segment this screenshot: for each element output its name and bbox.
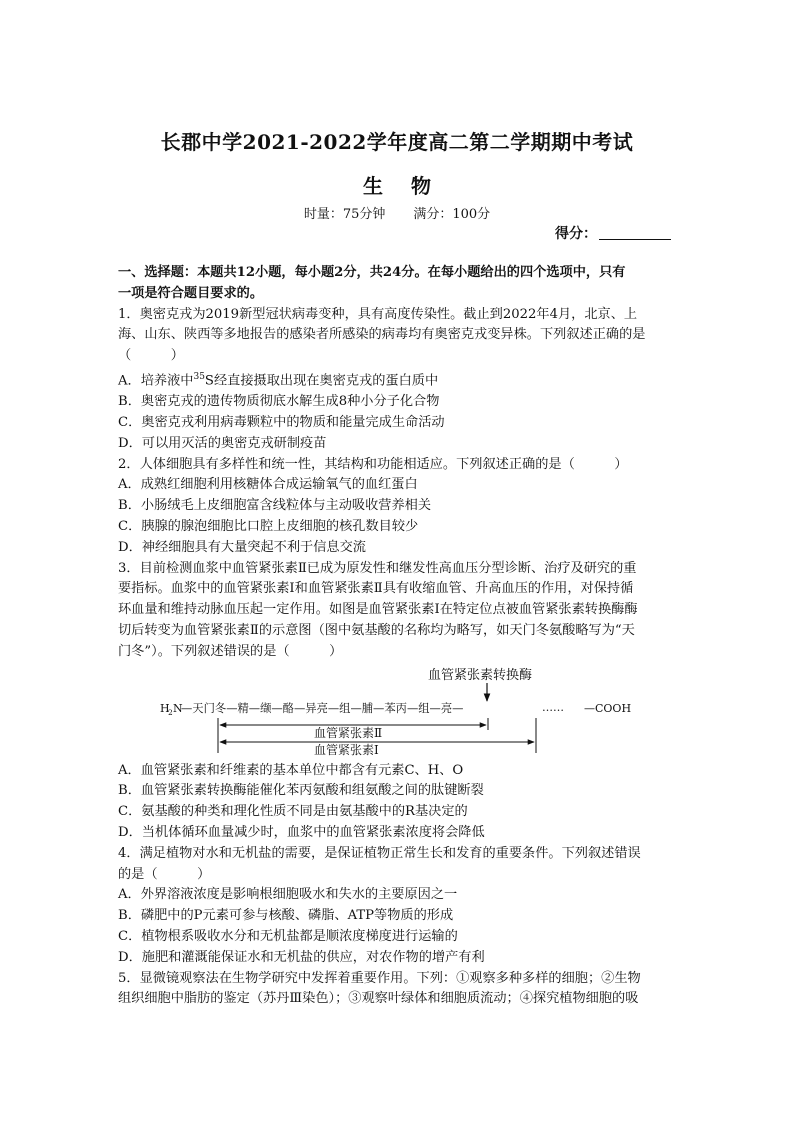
q1-option-a-post: S经直接摄取出现在奥密克戎的蛋白质中 [204,373,439,389]
score-label: 得分： [555,226,597,242]
q2-option-a: A．成熟红细胞利用核糖体合成运输氧气的血红蛋白 [118,477,418,493]
q3-option-a: A．血管紧张素和纤维素的基本单位中都含有元素C、H、O [118,762,464,778]
section-heading-line: 一、选择题：本题共12小题，每小题2分，共24分。在每小题给出的四个选项中，只有 [118,265,626,280]
q1-option-c: C．奥密克戎利用病毒颗粒中的物质和能量完成生命活动 [118,414,445,430]
question-body [118,263,678,1010]
q4-option-c: C．植物根系吸收水分和无机盐都是顺浓度梯度进行运输的 [118,928,458,944]
q1-option-a [118,367,678,392]
q1-option-a-pre: A．培养液中 [118,373,194,389]
q4-option-a: A．外界溶液浓度是影响根细胞吸水和失水的主要原因之一 [118,887,458,903]
q4-option-d: D．施肥和灌溉能保证水和无机盐的供应，对农作物的增产有利 [118,949,485,965]
peptide-chain: —天门冬—精—缬—酪—异亮—组—脯—苯丙—组—亮— [181,701,464,715]
q1-stem-line: 1．奥密克戎为2019新型冠状病毒变种，具有高度传染性。截止到2022年4月，北京、上 [118,306,638,322]
q1-stem-line: （ ） [118,348,184,364]
section-heading-line: 一项是符合题目要求的。 [118,285,264,301]
q1-option-b: B．奥密克戎的遗传物质彻底水解生成8种小分子化合物 [118,394,440,410]
q3-option-c: C．氨基酸的种类和理化性质不同是由氨基酸中的R基决定的 [118,804,468,820]
full-score: 满分：100分 [413,207,491,222]
q1-option-d: D．可以用灭活的奥密克戎研制疫苗 [118,435,327,451]
exam-meta [0,203,794,222]
q3-option-d: D．当机体循环血量减少时，血浆中的血管紧张素浓度将会降低 [118,824,485,840]
enzyme-label: 血管紧张素转换酶 [428,667,533,683]
exam-title: 长郡中学2021-2022学年度高二第二学期期中考试 [160,130,634,154]
subject-title: 生物 [363,174,459,198]
isotope-mass-number: 35 [193,371,205,382]
chain-ellipsis: …… [542,700,564,714]
score-blank [599,225,671,240]
q5-stem-line: 组织细胞中脂肪的鉴定（苏丹Ⅲ染色）；③观察叶绿体和细胞质流动；④探究植物细胞的吸 [118,991,639,1007]
q3-stem-line: 门冬”）。下列叙述错误的是（ ） [118,643,343,659]
q2-option-b: B．小肠绒毛上皮细胞富含线粒体与主动吸收营养相关 [118,498,432,514]
angiotensin-diagram [118,663,678,761]
q3-stem-line: 3．目前检测血浆中血管紧张素Ⅱ已成为原发性和继发性高血压分型诊断、治疗及研究的重 [118,560,637,576]
q2-option-c: C．胰腺的腺泡细胞比口腔上皮细胞的核孔数目较少 [118,518,419,534]
angiotensin-diagram-svg [154,663,644,761]
q3-option-b: B．血管紧张素转换酶能催化苯丙氨酸和组氨酸之间的肽键断裂 [118,783,484,799]
h2n-subscript: 2 [168,707,173,717]
ang1-label: 血管紧张素Ⅰ [314,742,379,757]
time-limit: 时量：75分钟 [303,207,386,222]
q3-stem-line: 环血量和维持动脉血压起一定作用。如图是血管紧张素Ⅰ在特定位点被血管紧张素转换酶酶 [118,602,638,618]
q2-stem: 2．人体细胞具有多样性和统一性，其结构和功能相适应。下列叙述正确的是（ ） [118,456,628,472]
q4-stem-line: 4．满足植物对水和无机盐的需要，是保证植物正常生长和发育的重要条件。下列叙述错误 [118,845,641,861]
q3-stem-line: 切后转变为血管紧张素Ⅱ的示意图（图中氨基酸的名称均为略写，如天门冬氨酸略写为“天 [118,622,635,638]
q3-stem-line: 要指标。血浆中的血管紧张素Ⅰ和血管紧张素Ⅱ具有收缩血管、升高血压的作用，对保持循 [118,581,634,597]
q5-stem-line: 5．显微镜观察法在生物学研究中发挥着重要作用。下列：①观察多种多样的细胞；②生物 [118,970,641,986]
h2n-h: H [160,701,170,715]
q1-stem-line: 海、山东、陕西等多地报告的感染者所感染的病毒均有奥密克戎变异株。下列叙述正确的是 [118,327,646,343]
score-field [555,223,671,243]
q2-option-d: D．神经细胞具有大量突起不利于信息交流 [118,539,366,555]
q4-option-b: B．磷肥中的P元素可参与核酸、磷脂、ATP等物质的形成 [118,908,454,924]
q4-stem-line: 的是（ ） [118,866,211,882]
h2n-n: N [173,701,183,715]
ang2-label: 血管紧张素Ⅱ [314,725,383,740]
cooh-end: —COOH [584,701,632,715]
